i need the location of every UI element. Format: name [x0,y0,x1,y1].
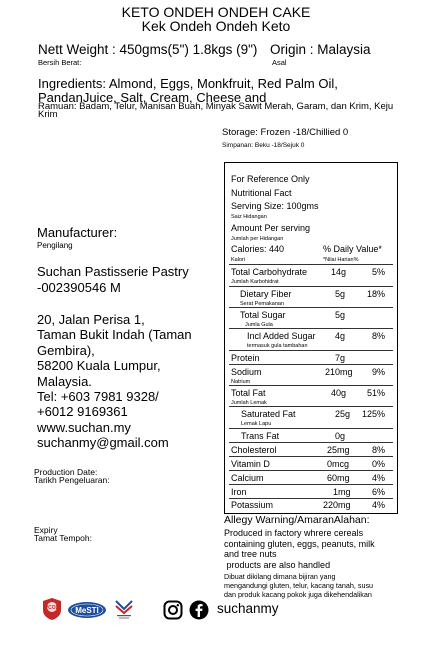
nf-calories-malay: Kalori [231,257,246,263]
nf-row-amount: 0g [335,431,346,441]
origin-malay: Asal [272,58,287,67]
manufacturer-label: Manufacturer: [37,225,118,240]
company-reg-number: -002390546 M [37,280,121,295]
storage-malay: Simpanan: Beku -18/Sejuk 0 [222,142,305,149]
nf-row-malay: Serat Pemakanan [240,301,285,307]
net-weight: Nett Weight : 450gms(5") 1.8kgs (9") [38,42,258,57]
allergy-line: products are also handled [224,559,331,570]
nf-daily-value-header: % Daily Value* [323,244,382,254]
pcod-badge-icon [41,597,63,621]
nf-row-name: Dietary Fiber [240,289,292,299]
nf-amount-per-serving: Amount Per serving [231,223,311,233]
nf-row-percent: 51% [366,388,385,398]
origin: Origin : Malaysia [270,42,371,57]
email: suchanmy@gmail.com [37,435,169,451]
nf-row-amount: 5g [335,289,346,299]
nf-row-percent: 18% [366,289,385,299]
expiry-label: Expiry [34,525,58,535]
nf-amount-malay: Jumlah per Hidangan [231,236,284,242]
instagram-icon[interactable] [163,600,183,620]
nf-divider [229,470,393,471]
ingredients-malay: Ramuan: Badam, Telur, Manisan Buah, Minyak Sawit Merah, Garam, dan Krim, Keju Krim [38,101,394,120]
nf-row-amount: 14g [331,267,347,277]
nf-row-name: Cholesterol [231,445,277,455]
nutrition-facts-panel [224,162,398,514]
nf-row-malay: Jumla Gula [245,322,273,328]
nf-row-amount: 210mg [325,367,353,377]
nf-row-name: Total Sugar [240,310,286,320]
nf-divider [229,406,393,407]
nf-row-malay: Jumlah Karbohidrat [231,279,279,285]
ingredients-line-2: PandanJuice, Salt, Cream, Cheese and [38,90,267,105]
nf-divider [229,385,393,386]
nf-row-name: Total Carbohydrate [231,267,308,277]
website: www.suchan.my [37,419,131,435]
nf-calories: Calories: 440 [231,244,285,254]
company-name [37,264,189,296]
ingredients-line-1: Ingredients: Almond, Eggs, Monkfruit, Red Palm Oil, [38,76,338,91]
phone-line: +6012 9169361 [37,404,128,420]
allergy-line: mengandungi gluten, telur, kacang tanah, susu [224,581,374,590]
nf-divider [229,456,393,457]
phone-line: Tel: +603 7981 9328/ [37,389,159,405]
social-handle[interactable]: suchanmy [217,601,279,616]
nf-divider [229,307,393,308]
nf-row-malay: Natrium [231,379,251,385]
nf-row-percent: 0% [371,459,385,469]
nf-divider [229,350,393,351]
nf-divider [229,286,393,287]
nf-heading: Nutritional Fact [231,188,292,198]
allergy-warning-malay [224,572,373,599]
nf-daily-value-malay: *Nilai Harian% [323,257,359,263]
nf-divider [229,364,393,365]
nf-row-name: Total Fat [231,388,266,398]
allergy-warning-title: Allegy Warning/AmaranAlahan: [224,514,370,526]
nf-row-amount: 1mg [333,487,351,497]
allergy-line: containing gluten, eggs, peanuts, milk [224,538,375,549]
nf-row-name: Vitamin D [231,459,270,469]
nf-row-amount: 60mg [327,473,350,483]
nf-divider [229,484,393,485]
facebook-icon[interactable] [189,600,209,620]
nf-row-percent: 9% [371,367,385,377]
allergy-line: and tree nuts [224,549,277,559]
nf-divider [229,498,393,499]
storage: Storage: Frozen -18/Chillied 0 [222,127,349,138]
allergy-line: Produced in factory whrere cereals [224,528,364,538]
ministry-emblem-icon [113,597,135,621]
address-line: Gembira), [37,342,95,358]
production-date-label-malay: Tarikh Pengeluaran: [34,475,110,485]
nf-serving-size: Serving Size: 100gms [231,201,319,211]
nf-divider [229,442,393,443]
nf-row-percent: 125% [361,409,385,419]
mesti-logo-text: MeSTI [75,606,99,615]
allergy-warning-english [224,528,375,570]
nf-row-name: Potassium [231,500,274,510]
nf-row-name: Calcium [231,473,264,483]
nf-row-percent: 6% [371,487,385,497]
nf-row-malay: termasuk gula tambahan [247,343,308,349]
nf-row-name: Saturated Fat [241,409,296,419]
nf-row-name: Iron [231,487,247,497]
nf-reference: For Reference Only [231,174,310,184]
product-title-malay: Kek Ondeh Ondeh Keto [141,18,291,34]
nf-row-amount: 25g [335,409,351,419]
net-weight-malay: Bersih Berat: [38,58,82,67]
nf-row-malay: Jumlah Lemak [231,400,267,406]
nf-row-amount: 25mg [327,445,350,455]
nf-divider [229,428,393,429]
nf-divider [229,328,393,329]
product-title: KETO ONDEH ONDEH CAKE [121,4,311,20]
nf-row-percent: 8% [371,445,385,455]
nf-row-name: Protein [231,353,260,363]
address-line: 20, Jalan Perisa 1, [37,312,145,327]
nf-row-amount: 0mcg [327,459,350,469]
address [37,312,192,451]
nf-row-amount: 5g [335,310,346,320]
pcod-badge-text: PCOD [44,605,60,611]
nf-divider [229,264,393,265]
nf-row-malay: Lemak Lapu [241,421,272,427]
nf-row-amount: 220mg [323,500,351,510]
nf-row-name: Trans Fat [241,431,280,441]
nf-row-amount: 40g [331,388,347,398]
nf-serving-size-malay: Saiz Hidangan [231,214,267,220]
allergy-line: Dibuat dikilang dimana bijiran yang [224,572,336,581]
manufacturer-label-malay: Pengilang [37,241,73,250]
nf-row-percent: 4% [371,473,385,483]
nf-row-percent: 4% [371,500,385,510]
address-line: Taman Bukit Indah (Taman [37,327,192,343]
nf-row-amount: 4g [335,331,346,341]
address-line: 58200 Kuala Lumpur, [37,358,161,374]
nf-row-name: Sodium [231,367,262,377]
nf-row-name: Incl Added Sugar [247,331,316,341]
nf-row-percent: 5% [371,267,385,277]
expiry-label-malay: Tamat Tempoh: [34,533,92,543]
nf-row-percent: 8% [371,331,385,341]
allergy-line: dan produk kacang pokok juga dikehendalikan [224,590,372,599]
production-date-label: Production Date: [34,467,98,477]
company-name-line: Suchan Pastisserie Pastry [37,264,189,279]
address-line: Malaysia. [37,373,92,389]
nf-row-amount: 7g [335,353,346,363]
mesti-logo-icon [67,601,107,619]
